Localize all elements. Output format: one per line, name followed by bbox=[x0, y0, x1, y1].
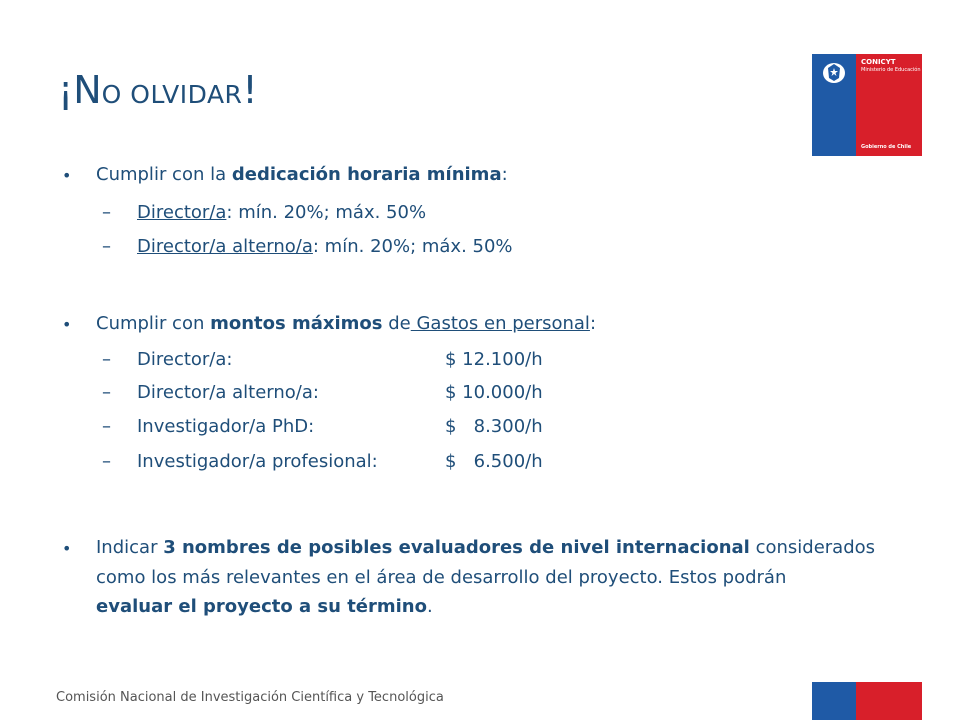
dash-icon: – bbox=[102, 349, 111, 370]
logo-red-band bbox=[856, 54, 922, 156]
dash-icon: – bbox=[102, 382, 111, 403]
dash-icon: – bbox=[102, 202, 111, 223]
amount-role: Director/a: bbox=[137, 349, 233, 370]
bold-text: evaluar el proyecto a su término bbox=[96, 596, 427, 617]
slide-title bbox=[58, 68, 258, 112]
bold-text: 3 nombres de posibles evaluadores de nivel internacional bbox=[163, 537, 750, 558]
bullet-icon: • bbox=[62, 315, 72, 334]
amount-role: Investigador/a PhD: bbox=[137, 416, 315, 437]
amount-role: Investigador/a profesional: bbox=[137, 451, 378, 472]
sub-item-text: Director/a: mín. 20%; máx. 50% bbox=[137, 202, 427, 223]
bullet-icon: • bbox=[62, 166, 72, 185]
gastos-link: Gastos en personal bbox=[410, 313, 590, 334]
amount-value: $ 12.100/h bbox=[445, 349, 543, 370]
amount-value: $ 6.500/h bbox=[445, 451, 543, 472]
title-last: ! bbox=[242, 68, 258, 112]
flag-blue bbox=[812, 682, 856, 720]
bullet-text: Cumplir con montos máximos de Gastos en personal: bbox=[96, 313, 597, 334]
role-link: Director/a alterno/a bbox=[137, 236, 313, 257]
logo-ministry: Ministerio de Educación bbox=[861, 67, 921, 73]
sub-item-text: Director/a alterno/a: mín. 20%; máx. 50% bbox=[137, 236, 513, 257]
amount-role: Director/a alterno/a: bbox=[137, 382, 319, 403]
conicyt-logo bbox=[812, 54, 922, 156]
bullet-text: Cumplir con la dedicación horaria mínima: bbox=[96, 164, 508, 185]
bullet-text: Indicar 3 nombres de posibles evaluadores de nivel internacional considerados bbox=[96, 537, 876, 558]
dash-icon: – bbox=[102, 416, 111, 437]
logo-blue-band bbox=[812, 54, 856, 156]
bold-text: dedicación horaria mínima bbox=[231, 164, 502, 185]
amount-value: $ 10.000/h bbox=[445, 382, 543, 403]
title-first: ¡N bbox=[58, 68, 102, 112]
logo-brand: CONICYT bbox=[861, 58, 896, 66]
bullet-icon: • bbox=[62, 539, 72, 558]
footer-flag bbox=[812, 682, 922, 720]
flag-red bbox=[856, 682, 922, 720]
title-smallcaps: O OLVIDAR bbox=[101, 80, 243, 109]
bullet-continuation: como los más relevantes en el área de desarrollo del proyecto. Estos podrán bbox=[96, 567, 787, 588]
dash-icon: – bbox=[102, 236, 111, 257]
dash-icon: – bbox=[102, 451, 111, 472]
role-link: Director/a bbox=[137, 202, 227, 223]
logo-government: Gobierno de Chile bbox=[861, 144, 912, 150]
coat-of-arms-icon bbox=[818, 58, 850, 86]
amount-value: $ 8.300/h bbox=[445, 416, 543, 437]
bold-text: montos máximos bbox=[210, 313, 383, 334]
footer-text: Comisión Nacional de Investigación Científica y Tecnológica bbox=[56, 690, 444, 705]
bullet-continuation: evaluar el proyecto a su término. bbox=[96, 596, 433, 617]
